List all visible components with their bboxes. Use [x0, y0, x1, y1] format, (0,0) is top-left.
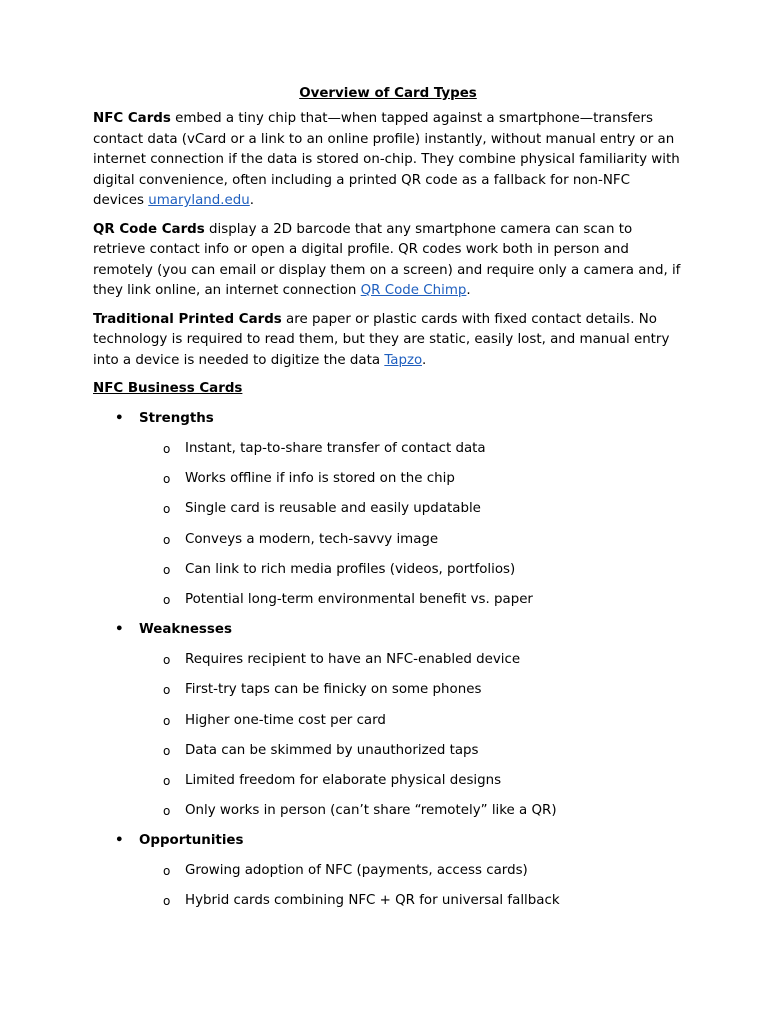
swot-list — [93, 409, 683, 911]
swot-group-weaknesses — [93, 620, 683, 821]
weaknesses-list — [93, 650, 683, 821]
document-page — [93, 86, 683, 922]
opportunities-list — [93, 861, 683, 911]
sub-bullet-icon: o — [163, 442, 171, 456]
paragraph-lead: Traditional Printed Cards — [93, 311, 282, 327]
paragraph-traditional-cards — [93, 310, 683, 372]
list-item-text: Conveys a modern, tech-savvy image — [185, 531, 439, 547]
sub-bullet-icon: o — [163, 502, 171, 517]
list-item — [93, 530, 683, 550]
sub-bullet-icon: o — [163, 472, 171, 487]
paragraph-qr-code-cards — [93, 220, 683, 302]
document-title: Overview of Card Types — [299, 86, 477, 101]
bullet-icon: • — [115, 622, 124, 638]
sub-bullet-icon: o — [163, 713, 171, 728]
list-item-text: Works offline if info is stored on the chip — [185, 471, 455, 487]
list-item — [93, 861, 683, 881]
group-label: Weaknesses — [139, 622, 232, 638]
list-item-text: Potential long-term environmental benefit vs. paper — [185, 591, 533, 607]
sub-bullet-icon: o — [163, 653, 171, 668]
list-item-text: Can link to rich media profiles (videos, portfolios) — [185, 561, 516, 577]
group-heading-row — [93, 620, 683, 640]
list-item — [93, 801, 683, 821]
paragraph-text: embed a tiny chip that—when tapped against a smartphone—transfers contact data (vCard or a link to an online profile) instantly, without manual entry or an internet connection if the data is stored on-chip. They combine physical familiarity with digital convenience, often including a printed QR code as a fallback for non-NFC devices — [93, 111, 680, 208]
list-item-text: Only works in person (can’t share “remotely” like a QR) — [185, 803, 557, 819]
sub-bullet-icon: o — [163, 562, 171, 577]
list-item-text: Instant, tap-to-share transfer of contact data — [185, 441, 486, 456]
sub-bullet-icon: o — [163, 592, 171, 607]
group-heading-row — [93, 409, 683, 429]
group-label: Strengths — [139, 411, 214, 426]
list-item — [93, 439, 683, 459]
list-item — [93, 741, 683, 761]
list-item-text: Data can be skimmed by unauthorized taps — [185, 742, 479, 758]
sub-bullet-icon: o — [163, 773, 171, 788]
list-item-text: Higher one-time cost per card — [185, 712, 386, 728]
bullet-icon: • — [115, 833, 124, 849]
strengths-list — [93, 439, 683, 610]
list-item — [93, 771, 683, 791]
source-link-qr-code-chimp[interactable]: QR Code Chimp — [360, 283, 467, 298]
list-item — [93, 499, 683, 519]
bullet-icon: • — [115, 411, 124, 426]
sub-bullet-icon: o — [163, 683, 171, 698]
list-item — [93, 590, 683, 610]
list-item-text: Single card is reusable and easily updatable — [185, 501, 481, 517]
sub-bullet-icon: o — [163, 532, 171, 547]
source-link-tapzo[interactable]: Tapzo — [384, 352, 422, 368]
paragraph-end: . — [466, 283, 471, 298]
list-item — [93, 650, 683, 670]
paragraph-text: are paper or plastic cards with fixed contact details. No technology is required to read them, but they are static, easily lost, and manual entry into a device is needed to digitize the data — [93, 311, 670, 368]
section-heading-nfc-business-cards: NFC Business Cards — [93, 381, 243, 396]
list-item — [93, 711, 683, 731]
paragraph-end: . — [421, 352, 427, 368]
sub-bullet-icon: o — [163, 864, 171, 879]
sub-bullet-icon: o — [163, 804, 171, 819]
paragraph-lead: NFC Cards — [93, 111, 171, 126]
group-heading-row — [93, 831, 683, 851]
list-item-text: Limited freedom for elaborate physical designs — [185, 772, 502, 788]
sub-bullet-icon: o — [163, 894, 171, 909]
paragraph-nfc-cards — [93, 109, 683, 212]
list-item — [93, 560, 683, 580]
group-label: Opportunities — [139, 833, 244, 849]
sub-bullet-icon: o — [163, 743, 171, 758]
list-item — [93, 891, 683, 911]
list-item-text: First-try taps can be finicky on some phones — [185, 682, 482, 698]
swot-group-strengths — [93, 409, 683, 610]
list-item — [93, 469, 683, 489]
source-link-umaryland[interactable]: umaryland.edu — [148, 193, 250, 208]
paragraph-text: display a 2D barcode that any smartphone camera can scan to retrieve contact info or open a digital profile. QR codes work both in person and remotely (you can email or display them on a screen) and require only a camera and, if they link online, an internet connection — [93, 221, 681, 298]
list-item-text: Requires recipient to have an NFC-enabled device — [185, 652, 521, 668]
list-item-text: Hybrid cards combining NFC + QR for universal fallback — [185, 893, 560, 909]
swot-group-opportunities — [93, 831, 683, 911]
paragraph-end: . — [249, 193, 255, 208]
paragraph-lead: QR Code Cards — [93, 221, 205, 237]
list-item-text: Growing adoption of NFC (payments, access cards) — [185, 863, 528, 879]
list-item — [93, 680, 683, 700]
